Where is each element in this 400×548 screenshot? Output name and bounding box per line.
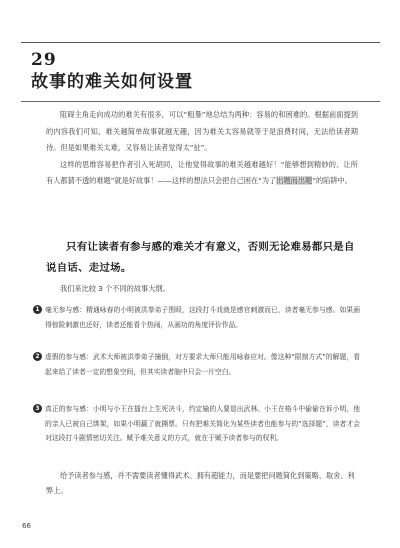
list-item-3 (33, 402, 360, 446)
intro-paragraph-2 (46, 157, 358, 190)
intro-paragraph-2-start: 这样的思维容易把作者引入死胡同，让他觉得故事的难关越难越好！“能够想到精妙的、让所有人都猜不透的难题”就是好故事！——这样的想法只会把自己困在“为了 (46, 159, 358, 185)
lead-sentence: 我们来比较 3 个不同的故事大纲。 (60, 284, 170, 293)
intro-paragraph-1: 阻碍主角走向成功的难关有很多，可以“粗暴”地总结为两种：容易的和困难的。根据前面提到的内容我们可知，难关越简单故事就越无趣，因为难关太容易就等于是浪费时间，无法给读者期待。但是如果难关太难，又容易让读者觉得太“扯”。 (46, 110, 358, 152)
title-rule (21, 101, 380, 102)
chapter-title: 故事的难关如何设置 (31, 72, 193, 92)
number-badge-2: 2 (33, 352, 42, 361)
number-badge-1: 1 (33, 305, 42, 314)
list-item-1 (33, 303, 360, 332)
list-item-text-2: 虚假的参与感：武术大师被洪拳弟子撞倒，对方要求大师只能用咏春应对。像这种“限制方式”的解题，看起来给了读者一定的想象空间，但其实读者脑中只会一片空白。 (45, 353, 360, 376)
list-item-text-3: 真正的参与感：小明与小王在擂台上生死决斗，约定输的人要退出武林。小王在格斗中偷偷在诉小明，他的亲人已被自己绑架，如果小明赢了就撕票。只有把难关简化为某些读者也能参与的“选择题”，读者才会对这段打斗剧情密切关注。赋予难关意义的方式，就在于赋予读者参与的权利。 (45, 405, 360, 443)
closing-paragraph: 给予读者参与感，并不需要读者懂得武术、拥有超能力，而是要把问题简化到策略、取舍、利弊上。 (46, 471, 355, 495)
pull-quote: 只有让读者有参与感的难关才有意义，否则无论难易都只是自说自话、走过场。 (46, 241, 355, 274)
top-rule (21, 42, 380, 43)
highlighted-phrase: 出题而出题 (276, 176, 313, 185)
number-badge-3: 3 (33, 404, 42, 413)
list-item-2 (33, 350, 360, 379)
list-item-text-1: 毫无参与感：精通咏春的小明被洪拳弟子围殴，这段打斗戏就是感官刺激而已，读者毫无参与感。如果画得惊险刺激也还好，读者还能看个热闹，从画功的角度评价作品。 (45, 306, 360, 329)
intro-paragraph-2-end: ”的陷阱中。 (312, 176, 352, 185)
chapter-number: 29 (31, 50, 57, 70)
page-number: 66 (22, 522, 31, 530)
intro-text (46, 107, 358, 190)
